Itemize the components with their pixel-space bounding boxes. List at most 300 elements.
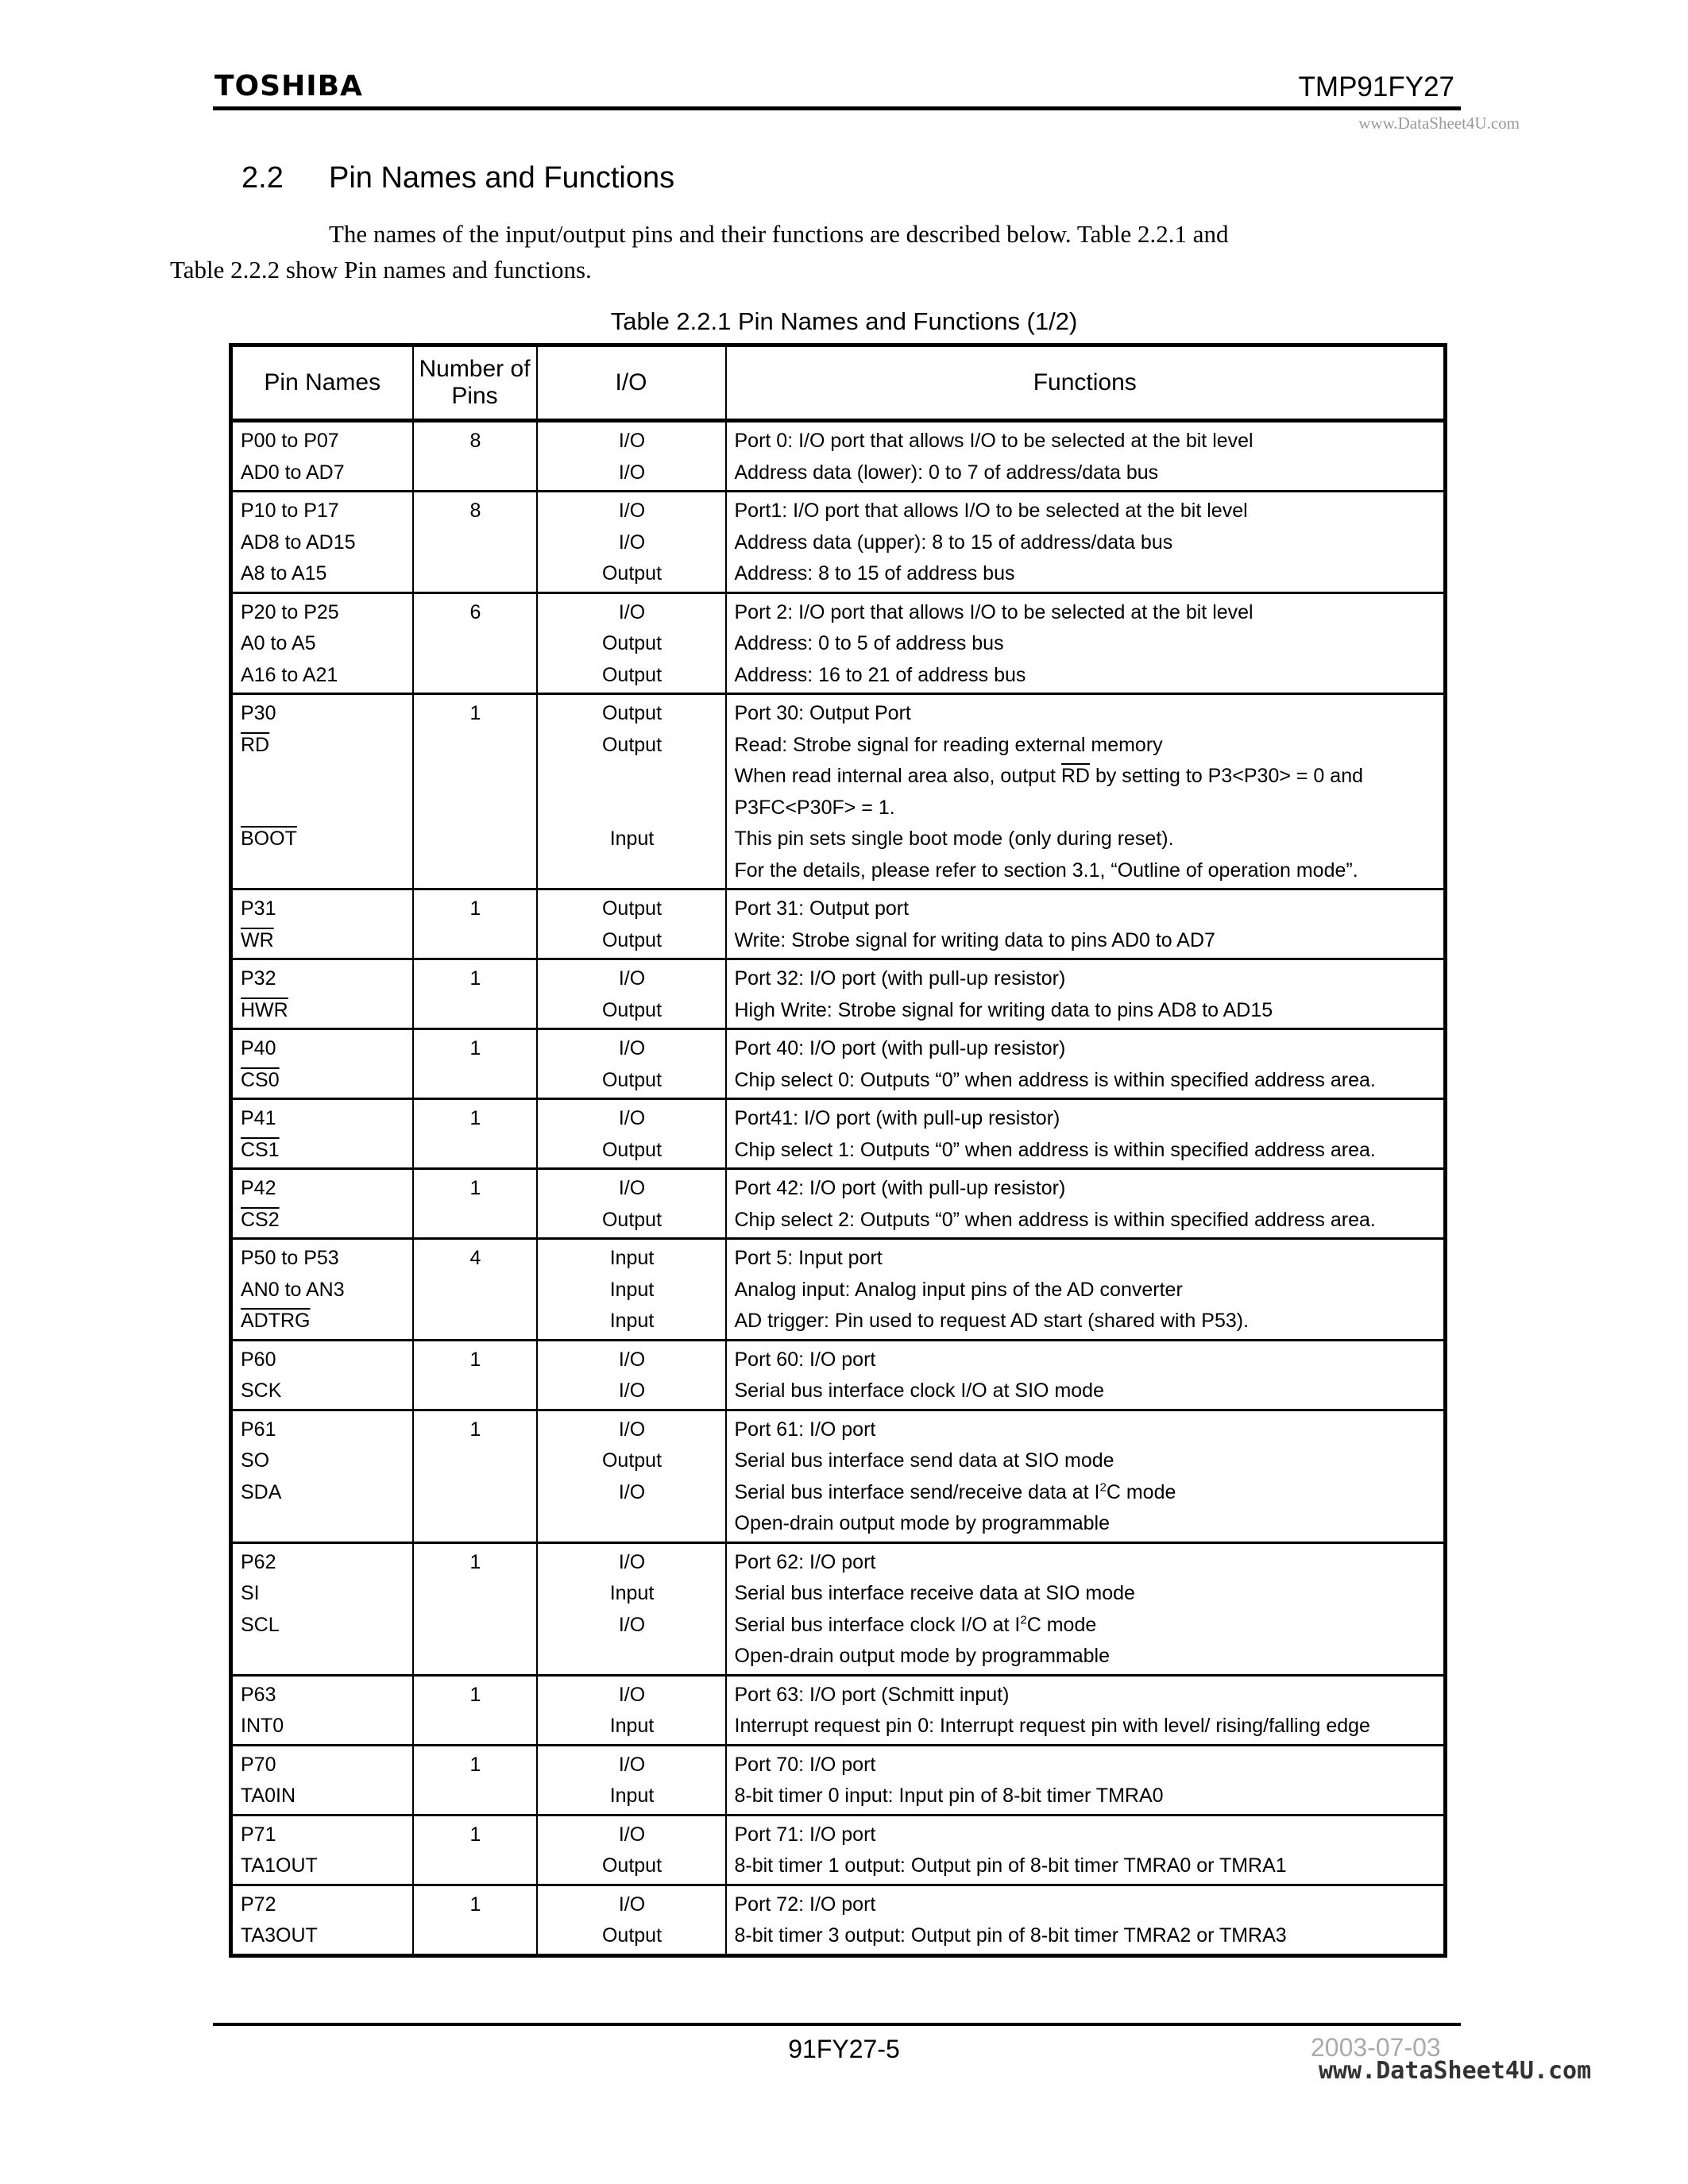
pin-name: P63 bbox=[241, 1683, 276, 1706]
pin-io-line bbox=[546, 1205, 719, 1237]
pin-count: 1 bbox=[469, 1893, 481, 1916]
pin-function: Port41: I/O port (with pull-up resistor) bbox=[734, 1107, 1060, 1129]
pin-function-line bbox=[735, 761, 1438, 793]
pin-count: 1 bbox=[469, 1753, 481, 1776]
intro-paragraph bbox=[170, 216, 1457, 287]
pin-io-cell bbox=[537, 959, 726, 1029]
pin-name-line bbox=[241, 1711, 406, 1742]
pin-io: I/O bbox=[618, 967, 646, 990]
pin-io-line bbox=[546, 1850, 719, 1882]
pin-function-cell bbox=[726, 959, 1446, 1029]
pin-io: Output bbox=[601, 562, 662, 585]
pin-count-line bbox=[422, 995, 530, 1027]
pin-name: P50 to P53 bbox=[241, 1247, 339, 1269]
pin-function-line bbox=[735, 1578, 1438, 1610]
pin-name-cell bbox=[231, 1745, 413, 1815]
pin-count-line bbox=[422, 1750, 530, 1781]
pin-io-line bbox=[546, 1641, 719, 1673]
pin-function-line bbox=[735, 1103, 1438, 1135]
pin-name: P10 to P17 bbox=[241, 500, 339, 522]
pin-name-cell bbox=[231, 1410, 413, 1542]
section-title: Pin Names and Functions bbox=[329, 161, 675, 195]
pin-function-line bbox=[735, 1205, 1438, 1237]
pin-io-line bbox=[546, 457, 719, 489]
pin-count-line bbox=[422, 660, 530, 692]
pin-io-line bbox=[546, 1711, 719, 1742]
pin-count-cell bbox=[413, 1340, 537, 1410]
pin-function: Open-drain output mode by programmable bbox=[734, 1512, 1110, 1534]
pin-io-line bbox=[546, 761, 719, 793]
pin-name-line bbox=[241, 1306, 406, 1337]
pin-io: I/O bbox=[618, 1613, 646, 1636]
header-pin-names: Pin Names bbox=[231, 345, 413, 421]
pin-io: I/O bbox=[618, 1348, 646, 1371]
pin-function: Serial bus interface send data at SIO mode bbox=[734, 1449, 1114, 1472]
pin-count-line bbox=[422, 1414, 530, 1446]
pin-name: P72 bbox=[241, 1893, 276, 1916]
pin-name: P30 bbox=[241, 702, 276, 724]
pin-io: Input bbox=[609, 1247, 655, 1269]
pin-function: Chip select 2: Outputs “0” when address is within specified address area. bbox=[734, 1208, 1376, 1231]
pin-function-line bbox=[735, 1547, 1438, 1579]
pin-io: Output bbox=[601, 1924, 662, 1947]
pin-function: Port 61: I/O port bbox=[734, 1418, 876, 1441]
table-row bbox=[231, 959, 1446, 1029]
pin-function-line bbox=[735, 1680, 1438, 1711]
pin-io: Output bbox=[601, 998, 662, 1021]
pin-function-line bbox=[735, 698, 1438, 730]
pin-io-line bbox=[546, 893, 719, 925]
pin-io: I/O bbox=[618, 1823, 646, 1846]
pin-name-line bbox=[241, 1103, 406, 1135]
pin-name: AN0 to AN3 bbox=[241, 1278, 345, 1301]
pin-function: Port 2: I/O port that allows I/O to be selected at the bit level bbox=[734, 600, 1253, 623]
pin-function-line bbox=[735, 1711, 1438, 1742]
pin-io-line bbox=[546, 1610, 719, 1642]
pin-name: TA3OUT bbox=[241, 1924, 318, 1947]
pin-function-line bbox=[735, 527, 1438, 559]
pin-count-line bbox=[422, 1578, 530, 1610]
pin-count: 1 bbox=[469, 1550, 481, 1573]
pin-name-line bbox=[241, 527, 406, 559]
pin-io-line bbox=[546, 963, 719, 995]
pin-name-line bbox=[241, 1641, 406, 1673]
pin-name: P20 to P25 bbox=[241, 600, 339, 623]
pin-name-line bbox=[241, 660, 406, 692]
pin-name-line bbox=[241, 730, 406, 762]
pin-function: When read internal area also, output bbox=[734, 765, 1056, 787]
pin-name: A0 to A5 bbox=[241, 632, 316, 654]
header-rule bbox=[213, 106, 1461, 110]
pin-function-cell bbox=[726, 1029, 1446, 1099]
pin-io: Input bbox=[609, 1715, 655, 1737]
pin-io-line bbox=[546, 1103, 719, 1135]
pin-io-cell bbox=[537, 1169, 726, 1239]
intro-line-1: The names of the input/output pins and their functions are described below. Table 2.2.1 and bbox=[329, 220, 1229, 248]
pin-count-line bbox=[422, 1920, 530, 1952]
pin-name: TA1OUT bbox=[241, 1854, 318, 1877]
pin-count-line bbox=[422, 1345, 530, 1376]
pin-name: SDA bbox=[241, 1480, 282, 1503]
pin-io: I/O bbox=[618, 1893, 646, 1916]
pin-function: Address data (upper): 8 to 15 of address/data bus bbox=[734, 531, 1173, 554]
section-number: 2.2 bbox=[241, 161, 284, 195]
pin-io: I/O bbox=[618, 1753, 646, 1776]
pin-io-cell bbox=[537, 1675, 726, 1745]
pin-function-cell bbox=[726, 1410, 1446, 1542]
pin-io: Input bbox=[609, 1582, 655, 1604]
pin-name-line bbox=[241, 1819, 406, 1851]
pin-function: For the details, please refer to section 3.1, “Outline of operation mode”. bbox=[734, 859, 1358, 882]
pin-io: I/O bbox=[618, 600, 646, 623]
pin-io-cell bbox=[537, 592, 726, 694]
pin-function-line bbox=[735, 1414, 1438, 1446]
pin-function: This pin sets single boot mode (only during reset). bbox=[734, 828, 1174, 850]
pin-function-cell bbox=[726, 1169, 1446, 1239]
pin-io-line bbox=[546, 1243, 719, 1275]
pin-function: Serial bus interface clock I/O at I bbox=[734, 1613, 1021, 1636]
pin-name-line bbox=[241, 1445, 406, 1477]
pin-name-line bbox=[241, 558, 406, 590]
pin-function-line bbox=[735, 628, 1438, 660]
watermark-bottom: www.DataSheet4U.com bbox=[1319, 2057, 1592, 2085]
pin-name-cell bbox=[231, 1542, 413, 1675]
pin-function: Open-drain output mode by programmable bbox=[734, 1645, 1110, 1667]
pin-name-line bbox=[241, 1578, 406, 1610]
pin-io-line bbox=[546, 1680, 719, 1711]
pin-io-line bbox=[546, 1920, 719, 1952]
pin-name: P42 bbox=[241, 1177, 276, 1199]
section-heading bbox=[241, 161, 674, 195]
pin-name-cell bbox=[231, 1029, 413, 1099]
table-row bbox=[231, 889, 1446, 959]
pin-function: Chip select 1: Outputs “0” when address is within specified address area. bbox=[734, 1138, 1376, 1161]
pin-name-cell bbox=[231, 694, 413, 889]
pin-function-cell bbox=[726, 1099, 1446, 1169]
pin-io: I/O bbox=[618, 1107, 646, 1129]
pin-name-line bbox=[241, 893, 406, 925]
pin-count-line bbox=[422, 1477, 530, 1509]
pin-function-line bbox=[735, 1477, 1438, 1509]
pin-name: SO bbox=[241, 1449, 270, 1472]
pin-io-line bbox=[546, 1275, 719, 1306]
pin-function-line bbox=[735, 995, 1438, 1027]
pin-name-line bbox=[241, 761, 406, 793]
pin-io: Output bbox=[601, 1854, 662, 1877]
pin-count-line bbox=[422, 1205, 530, 1237]
pin-count-cell bbox=[413, 889, 537, 959]
pin-io-line bbox=[546, 698, 719, 730]
intro-line-2: Table 2.2.2 show Pin names and functions. bbox=[170, 256, 592, 284]
pin-count: 1 bbox=[469, 1107, 481, 1129]
pin-name-line bbox=[241, 1920, 406, 1952]
pin-name-line bbox=[241, 1610, 406, 1642]
pin-name: CS0 bbox=[241, 1068, 280, 1091]
table-row bbox=[231, 1745, 1446, 1815]
pin-function-cell bbox=[726, 1745, 1446, 1815]
pin-count-line bbox=[422, 1275, 530, 1306]
pin-io: Input bbox=[609, 828, 655, 850]
pin-function-line bbox=[735, 1033, 1438, 1065]
pin-io-line bbox=[546, 1889, 719, 1921]
pin-function: Port 31: Output port bbox=[734, 897, 910, 920]
pin-count-line bbox=[422, 496, 530, 527]
pin-function: Address: 0 to 5 of address bus bbox=[734, 632, 1004, 654]
pin-count-line bbox=[422, 628, 530, 660]
pin-name: P60 bbox=[241, 1348, 276, 1371]
pin-name-cell bbox=[231, 1239, 413, 1341]
pin-count-line bbox=[422, 963, 530, 995]
pin-name-cell bbox=[231, 889, 413, 959]
table-row bbox=[231, 1239, 1446, 1341]
pin-name-line bbox=[241, 1547, 406, 1579]
pin-io-cell bbox=[537, 889, 726, 959]
pin-name: INT0 bbox=[241, 1715, 284, 1737]
pin-count-cell bbox=[413, 1675, 537, 1745]
pin-io-line bbox=[546, 1750, 719, 1781]
pin-name: $\overline{HWR}$ bbox=[241, 998, 288, 1021]
pin-name: AD0 to AD7 bbox=[241, 461, 345, 484]
pin-count-cell bbox=[413, 1745, 537, 1815]
pin-name: P41 bbox=[241, 1107, 276, 1129]
pin-function: Write: Strobe signal for writing data to pins AD0 to AD7 bbox=[734, 928, 1215, 951]
pin-count: 1 bbox=[469, 1683, 481, 1706]
pin-io-line bbox=[546, 527, 719, 559]
pin-count-line bbox=[422, 1610, 530, 1642]
pin-count-line bbox=[422, 1711, 530, 1742]
pin-name: P32 bbox=[241, 967, 276, 990]
pin-function-line bbox=[735, 1445, 1438, 1477]
pin-name-line bbox=[241, 698, 406, 730]
pin-function-line bbox=[735, 793, 1438, 824]
pin-count: 1 bbox=[469, 1823, 481, 1846]
table-header-row bbox=[231, 345, 1446, 421]
pin-io-line bbox=[546, 1508, 719, 1540]
pin-count-cell bbox=[413, 1099, 537, 1169]
pin-name-line bbox=[241, 1205, 406, 1237]
pin-io-line bbox=[546, 1781, 719, 1812]
pin-function-cell bbox=[726, 492, 1446, 593]
pin-count-line bbox=[422, 558, 530, 590]
pin-io: Output bbox=[601, 1068, 662, 1091]
pin-io: Output bbox=[601, 663, 662, 686]
pin-name: A16 to A21 bbox=[241, 663, 338, 686]
table-row bbox=[231, 421, 1446, 492]
pin-function-line bbox=[735, 1508, 1438, 1540]
pin-name-cell bbox=[231, 1815, 413, 1885]
pin-function-line bbox=[735, 1781, 1438, 1812]
pin-name: CS1 bbox=[241, 1138, 280, 1161]
pin-count-line bbox=[422, 893, 530, 925]
pin-io: I/O bbox=[618, 461, 646, 484]
pin-name-line bbox=[241, 824, 406, 855]
pin-io-line bbox=[546, 1578, 719, 1610]
table-row bbox=[231, 1340, 1446, 1410]
pin-name: P00 to P07 bbox=[241, 430, 339, 452]
pin-name-line bbox=[241, 426, 406, 457]
pin-function: Port 32: I/O port (with pull-up resistor) bbox=[734, 967, 1066, 990]
pin-name-line bbox=[241, 963, 406, 995]
pin-count-line bbox=[422, 1680, 530, 1711]
pin-io-line bbox=[546, 597, 719, 629]
pin-name-cell bbox=[231, 959, 413, 1029]
pin-io-line bbox=[546, 1033, 719, 1065]
page-number: 91FY27-5 bbox=[788, 2035, 900, 2063]
pin-function-cell bbox=[726, 1340, 1446, 1410]
function-text-cont: C mode bbox=[1026, 1613, 1097, 1636]
pin-function-line bbox=[735, 855, 1438, 887]
pin-function-cell bbox=[726, 1815, 1446, 1885]
pin-functions-table bbox=[229, 343, 1447, 1958]
pin-count-line bbox=[422, 1243, 530, 1275]
pin-count-line bbox=[422, 1508, 530, 1540]
pin-io-line bbox=[546, 1414, 719, 1446]
pin-name-cell bbox=[231, 421, 413, 492]
pin-name-line bbox=[241, 1173, 406, 1205]
pin-function-line bbox=[735, 925, 1438, 957]
pin-function: Address: 8 to 15 of address bus bbox=[734, 562, 1015, 585]
pin-count-line bbox=[422, 1445, 530, 1477]
pin-count: 8 bbox=[469, 500, 481, 522]
pin-count-cell bbox=[413, 1169, 537, 1239]
pin-io-line bbox=[546, 730, 719, 762]
pin-count-line bbox=[422, 1065, 530, 1097]
pin-function: Read: Strobe signal for reading external memory bbox=[734, 733, 1163, 756]
pin-name-line bbox=[241, 628, 406, 660]
pin-function-line bbox=[735, 1641, 1438, 1673]
pin-name: $\overline{RD}$ bbox=[241, 733, 270, 756]
pin-name-line bbox=[241, 1065, 406, 1097]
pin-function: Port 62: I/O port bbox=[734, 1550, 876, 1573]
pin-io-line bbox=[546, 660, 719, 692]
pin-count-cell bbox=[413, 492, 537, 593]
pin-io-cell bbox=[537, 421, 726, 492]
pin-name-cell bbox=[231, 1099, 413, 1169]
pin-function-line bbox=[735, 1610, 1438, 1642]
pin-function-line bbox=[735, 1345, 1438, 1376]
pin-function: Port 70: I/O port bbox=[734, 1753, 876, 1776]
pin-count-line bbox=[422, 855, 530, 887]
pin-function: Port 30: Output Port bbox=[734, 702, 911, 724]
pin-name-line bbox=[241, 1889, 406, 1921]
pin-count-line bbox=[422, 1376, 530, 1407]
pin-count-line bbox=[422, 426, 530, 457]
pin-function-line bbox=[735, 1750, 1438, 1781]
pin-function: P3FC<P30F> = 1. bbox=[734, 796, 895, 819]
pin-name: AD8 to AD15 bbox=[241, 531, 356, 554]
pin-function-line bbox=[735, 426, 1438, 457]
pin-name: TA0IN bbox=[241, 1785, 295, 1807]
pin-name-line bbox=[241, 1376, 406, 1407]
pin-count: 1 bbox=[469, 1177, 481, 1199]
pin-io: Output bbox=[601, 1449, 662, 1472]
pin-io: I/O bbox=[618, 1480, 646, 1503]
pin-function: Serial bus interface clock I/O at SIO mode bbox=[734, 1379, 1104, 1402]
pin-name: SCK bbox=[241, 1379, 282, 1402]
pin-function: Port 63: I/O port (Schmitt input) bbox=[734, 1683, 1010, 1706]
pin-name-line bbox=[241, 1243, 406, 1275]
pin-count-cell bbox=[413, 1542, 537, 1675]
pin-io-line bbox=[546, 1306, 719, 1337]
pin-function: High Write: Strobe signal for writing data to pins AD8 to AD15 bbox=[734, 998, 1273, 1021]
pin-name: P61 bbox=[241, 1418, 276, 1441]
pin-function-line bbox=[735, 730, 1438, 762]
pin-io-line bbox=[546, 1819, 719, 1851]
pin-io-line bbox=[546, 1445, 719, 1477]
header-number-of-pins: Number of Pins bbox=[413, 345, 537, 421]
pin-name: CS2 bbox=[241, 1208, 280, 1231]
pin-name: P31 bbox=[241, 897, 276, 920]
pin-io-line bbox=[546, 496, 719, 527]
table-row bbox=[231, 1099, 1446, 1169]
pin-count: 1 bbox=[469, 1037, 481, 1059]
pin-name: P62 bbox=[241, 1550, 276, 1573]
pin-count-line bbox=[422, 457, 530, 489]
pin-function-line bbox=[735, 1065, 1438, 1097]
pin-count-cell bbox=[413, 592, 537, 694]
pin-function-line bbox=[735, 1920, 1438, 1952]
pin-count-line bbox=[422, 1819, 530, 1851]
pin-io: I/O bbox=[618, 1037, 646, 1059]
pin-name-line bbox=[241, 496, 406, 527]
pin-function: 8-bit timer 1 output: Output pin of 8-bit timer TMRA0 or TMRA1 bbox=[734, 1854, 1287, 1877]
pin-count-cell bbox=[413, 1029, 537, 1099]
pin-count: 6 bbox=[469, 600, 481, 623]
pin-count-cell bbox=[413, 1815, 537, 1885]
pin-io-cell bbox=[537, 1410, 726, 1542]
pin-name-line bbox=[241, 1508, 406, 1540]
pin-function-line bbox=[735, 1306, 1438, 1337]
pin-name-cell bbox=[231, 592, 413, 694]
pin-io: I/O bbox=[618, 1550, 646, 1573]
pin-count-cell bbox=[413, 694, 537, 889]
pin-name-cell bbox=[231, 1340, 413, 1410]
pin-name-line bbox=[241, 1345, 406, 1376]
pin-count: 1 bbox=[469, 1418, 481, 1441]
pin-function: Port 40: I/O port (with pull-up resistor) bbox=[734, 1037, 1066, 1059]
pin-io-line bbox=[546, 1547, 719, 1579]
pin-name-line bbox=[241, 1750, 406, 1781]
pin-io: I/O bbox=[618, 1177, 646, 1199]
pin-io-line bbox=[546, 628, 719, 660]
pin-count: 1 bbox=[469, 702, 481, 724]
header-io: I/O bbox=[537, 345, 726, 421]
pin-io: Input bbox=[609, 1278, 655, 1301]
pin-function: Serial bus interface receive data at SIO mode bbox=[734, 1582, 1135, 1604]
pin-io: Output bbox=[601, 897, 662, 920]
pin-function: Port 71: I/O port bbox=[734, 1823, 876, 1846]
pin-io: Input bbox=[609, 1785, 655, 1807]
pin-count-line bbox=[422, 1781, 530, 1812]
pin-function-line bbox=[735, 1889, 1438, 1921]
pin-function-cell bbox=[726, 421, 1446, 492]
pin-io-line bbox=[546, 1477, 719, 1509]
pin-function: 8-bit timer 0 input: Input pin of 8-bit timer TMRA0 bbox=[734, 1785, 1164, 1807]
pin-io: I/O bbox=[618, 1379, 646, 1402]
pin-function-cell bbox=[726, 889, 1446, 959]
table-row bbox=[231, 492, 1446, 593]
pin-name-line bbox=[241, 1033, 406, 1065]
pin-name: BOOT bbox=[241, 828, 297, 850]
pin-io: Output bbox=[601, 1138, 662, 1161]
pin-io-line bbox=[546, 1173, 719, 1205]
pin-count-line bbox=[422, 1103, 530, 1135]
pin-function: Analog input: Analog input pins of the AD converter bbox=[734, 1278, 1183, 1301]
pin-name: $\overline{WR}$ bbox=[241, 928, 274, 951]
pin-count-line bbox=[422, 925, 530, 957]
pin-count-line bbox=[422, 527, 530, 559]
pin-io: I/O bbox=[618, 1418, 646, 1441]
